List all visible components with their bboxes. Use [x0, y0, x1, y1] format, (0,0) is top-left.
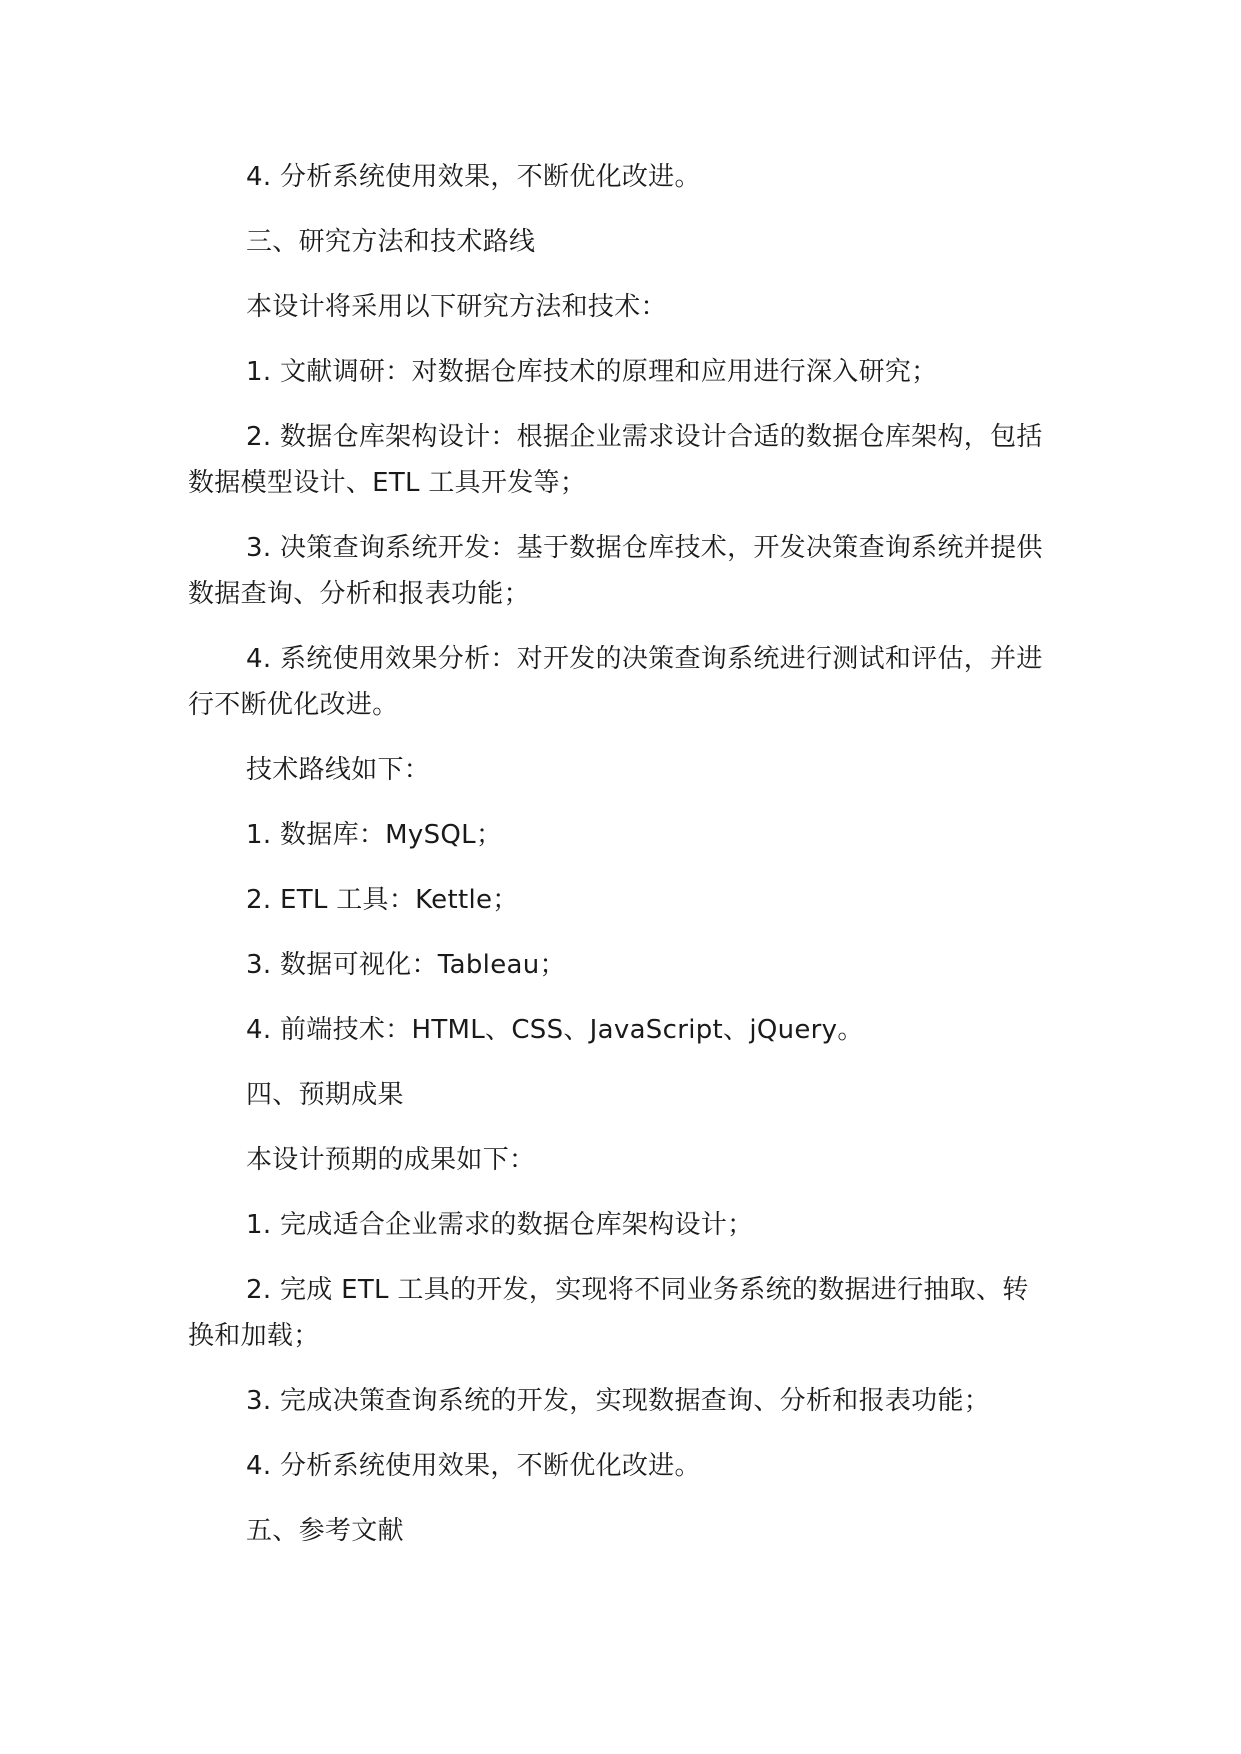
- list-item-outcome-etl: 2. 完成 ETL 工具的开发，实现将不同业务系统的数据进行抽取、转换和加载；: [188, 1275, 1029, 1351]
- section-heading-outcomes: 四、预期成果: [246, 1080, 404, 1110]
- list-item-analyze-effect: 4. 分析系统使用效果，不断优化改进。: [246, 162, 701, 192]
- list-item-literature-review: 1. 文献调研：对数据仓库技术的原理和应用进行深入研究；: [246, 357, 938, 387]
- list-item-effect-analysis: 4. 系统使用效果分析：对开发的决策查询系统进行测试和评估，并进行不断优化改进。: [188, 644, 1043, 720]
- list-item-architecture-design: 2. 数据仓库架构设计：根据企业需求设计合适的数据仓库架构，包括数据模型设计、ETL 工具开发等；: [188, 422, 1043, 498]
- list-item-outcome-effect: 4. 分析系统使用效果，不断优化改进。: [246, 1451, 701, 1481]
- paragraph-methods-intro: 本设计将采用以下研究方法和技术：: [246, 292, 667, 322]
- list-item-outcome-query-system: 3. 完成决策查询系统的开发，实现数据查询、分析和报表功能；: [246, 1386, 991, 1416]
- list-item-outcome-architecture: 1. 完成适合企业需求的数据仓库架构设计；: [246, 1210, 754, 1240]
- list-item-database: 1. 数据库：MySQL；: [246, 820, 503, 850]
- paragraph-outcomes-intro: 本设计预期的成果如下：: [246, 1145, 536, 1175]
- list-item-system-development: 3. 决策查询系统开发：基于数据仓库技术，开发决策查询系统并提供数据查询、分析和报表功能；: [188, 533, 1043, 609]
- list-item-etl-tool: 2. ETL 工具：Kettle；: [246, 885, 519, 915]
- section-heading-methods: 三、研究方法和技术路线: [246, 227, 536, 257]
- paragraph-tech-route-intro: 技术路线如下：: [246, 755, 431, 785]
- list-item-visualization: 3. 数据可视化：Tableau；: [246, 950, 566, 980]
- list-item-frontend: 4. 前端技术：HTML、CSS、JavaScript、jQuery。: [246, 1015, 864, 1045]
- section-heading-references: 五、参考文献: [246, 1516, 404, 1546]
